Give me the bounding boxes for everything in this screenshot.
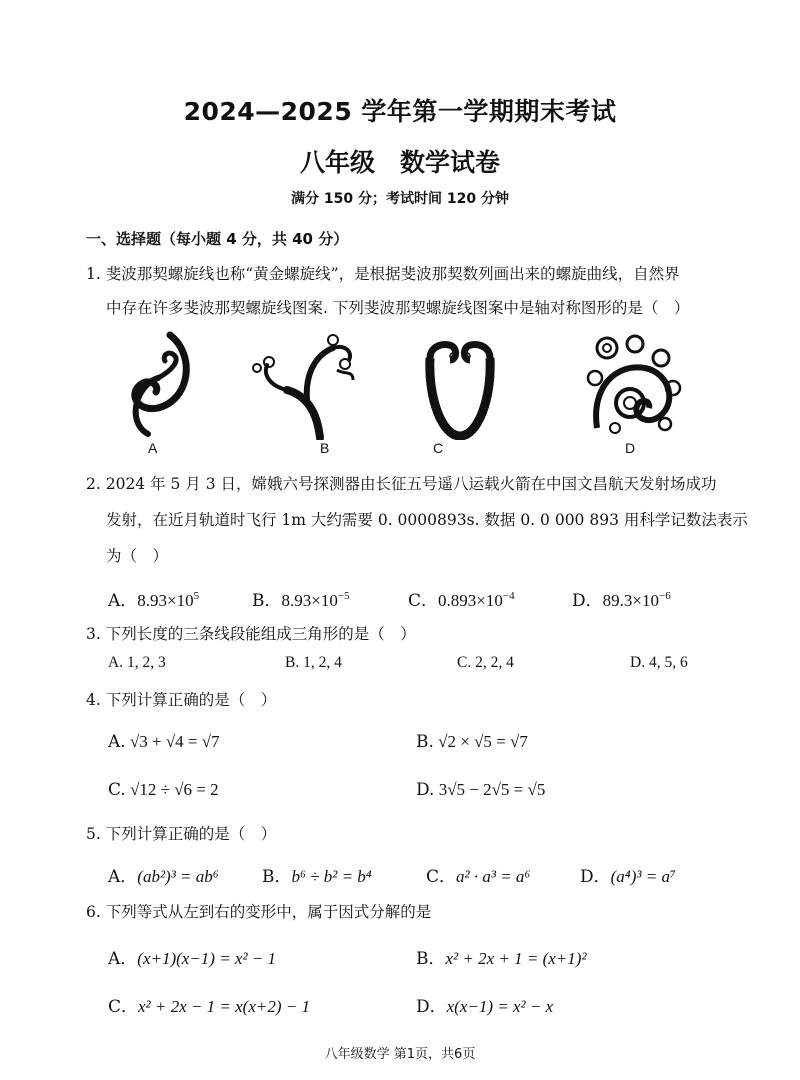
q6-option-a[interactable]: A．(x+1)(x−1) = x² − 1	[108, 949, 277, 969]
q3-option-b[interactable]: B. 1, 2, 4	[285, 654, 342, 671]
q2-line-2: 发射，在近月轨道时飞行 1m 大约需要 0. 0000893s. 数据 0. 0 000 893 用科学记数法表示	[106, 511, 748, 529]
q4-line-1: 4. 下列计算正确的是（ ）	[86, 691, 277, 709]
figure-c-label: C	[433, 440, 444, 456]
q3-option-a[interactable]: A. 1, 2, 3	[108, 654, 166, 671]
q3-option-d[interactable]: D. 4, 5, 6	[630, 654, 688, 671]
figure-a-label: A	[148, 440, 158, 456]
q2-line-1: 2. 2024 年 5 月 3 日，嫦娥六号探测器由长征五号遥八运载火箭在中国文昌航天发射场成功	[86, 475, 717, 493]
q5-option-c[interactable]: C．a² · a³ = a⁶	[426, 867, 531, 887]
figure-b-label: B	[320, 440, 330, 456]
exam-title: 2024—2025 学年第一学期期末考试	[183, 97, 617, 126]
q6-option-d[interactable]: D．x(x−1) = x² − x	[416, 997, 554, 1017]
exam-subtitle: 八年级 数学试卷	[299, 148, 500, 177]
figure-b	[245, 330, 365, 440]
q6-line-1: 6. 下列等式从左到右的变形中，属于因式分解的是	[86, 903, 432, 921]
spiral-cluster-icon	[585, 328, 685, 440]
spiral-s-icon	[118, 330, 198, 440]
q6-option-b[interactable]: B．x² + 2x + 1 = (x+1)²	[416, 949, 587, 969]
q5-option-d[interactable]: D．(a⁴)³ = a⁷	[580, 867, 676, 887]
q5-option-a[interactable]: A．(ab²)³ = ab⁶	[108, 867, 219, 887]
q4-option-d[interactable]: D. 3√5 − 2√5 = √5	[416, 780, 546, 800]
q4-option-a[interactable]: A. √3 + √4 = √7	[108, 732, 220, 752]
q4-option-b[interactable]: B. √2 × √5 = √7	[416, 732, 528, 752]
q6-option-c[interactable]: C．x² + 2x − 1 = x(x+2) − 1	[108, 997, 310, 1017]
figure-a	[118, 330, 198, 440]
spiral-cup-icon	[422, 338, 498, 440]
q4-option-c[interactable]: C. √12 ÷ √6 = 2	[108, 780, 219, 800]
spiral-branch-icon	[245, 330, 365, 440]
q3-line-1: 3. 下列长度的三条线段能组成三角形的是（ ）	[86, 625, 416, 643]
q2-line-3: 为（ ）	[106, 547, 169, 565]
q5-option-b[interactable]: B．b⁶ ÷ b² = b⁴	[262, 867, 372, 887]
exam-info: 满分 150 分；考试时间 120 分钟	[291, 191, 509, 207]
q3-option-c[interactable]: C. 2, 2, 4	[457, 654, 514, 671]
figure-d	[585, 328, 685, 440]
q2-option-a[interactable]: A．$8.93\times 10^5$	[108, 590, 200, 611]
section-heading: 一、选择题（每小题 4 分，共 40 分）	[86, 230, 349, 248]
q2-option-b[interactable]: B．$8.93\times 10^{-5}$	[252, 590, 350, 611]
figure-d-label: D	[625, 440, 636, 456]
q1-line-1: 1. 斐波那契螺旋线也称“黄金螺旋线”，是根据斐波那契数列画出来的螺旋曲线，自然界	[86, 265, 680, 283]
page-footer: 八年级数学 第1页，共6页	[324, 1047, 476, 1062]
q5-line-1: 5. 下列计算正确的是（ ）	[86, 825, 277, 843]
q2-option-c[interactable]: C．$0.893\times 10^{-4}$	[408, 590, 515, 611]
figure-c	[422, 338, 498, 440]
q1-line-2: 中存在许多斐波那契螺旋线图案. 下列斐波那契螺旋线图案中是轴对称图形的是（ ）	[106, 299, 690, 317]
q2-option-d[interactable]: D．$89.3\times 10^{-6}$	[572, 590, 671, 611]
